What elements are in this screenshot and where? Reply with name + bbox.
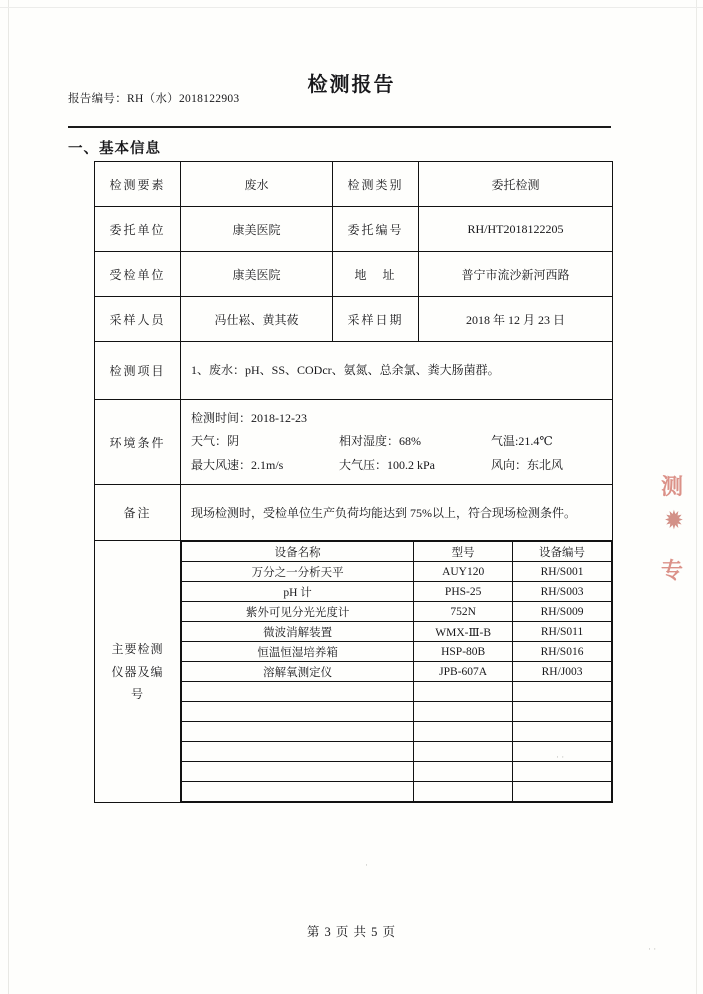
instrument-name: 微波消解装置: [182, 622, 414, 642]
table-row: [95, 162, 613, 207]
table-row: [95, 541, 613, 803]
empty-cell: [182, 762, 414, 782]
env-test-time: 检测时间：2018-12-23: [191, 411, 307, 425]
cell-value-client: 康美医院: [181, 207, 333, 252]
cell-value-category: 委托检测: [419, 162, 613, 207]
instrument-name: 溶解氧测定仪: [182, 662, 414, 682]
instrument-model: WMX-Ⅲ-B: [414, 622, 513, 642]
instrument-name: 恒温恒湿培养箱: [182, 642, 414, 662]
instruments-label-line-1: 主要检测: [111, 642, 164, 657]
empty-cell: [414, 682, 513, 702]
instrument-model: HSP-80B: [414, 642, 513, 662]
scan-edge-top: [0, 7, 703, 8]
empty-cell: [414, 782, 513, 802]
environment-line-3: [191, 454, 602, 477]
scan-edge-left: [8, 0, 9, 994]
cell-label-category: 检测类别: [333, 162, 419, 207]
cell-value-inspected-unit: 康美医院: [181, 252, 333, 297]
cell-value-sampling-date: 2018 年 12 月 23 日: [419, 297, 613, 342]
page-footer: 第 3 页 共 5 页: [306, 925, 397, 939]
empty-cell: [414, 722, 513, 742]
empty-cell: [513, 702, 612, 722]
env-weather: 天气：阴: [191, 434, 240, 449]
instruments-header-name: 设备名称: [182, 542, 414, 562]
section-title-basic-info: 一、基本信息: [68, 141, 161, 157]
instrument-model: AUY120: [414, 562, 513, 582]
instrument-no: RH/S016: [513, 642, 612, 662]
cell-value-address: 普宁市流沙新河西路: [419, 252, 613, 297]
cell-value-test-items: 1、废水：pH、SS、CODcr、氨氮、总余氯、粪大肠菌群。: [181, 342, 613, 400]
env-temperature: 气温:21.4℃: [491, 434, 553, 449]
cell-value-client-no: RH/HT2018122205: [419, 207, 613, 252]
cell-value-remark: 现场检测时，受检单位生产负荷均能达到 75%以上，符合现场检测条件。: [181, 485, 613, 541]
instrument-no: RH/S009: [513, 602, 612, 622]
table-row: [95, 485, 613, 541]
table-row: [95, 297, 613, 342]
table-row: [182, 562, 612, 582]
instruments-table: [181, 541, 612, 802]
env-max-wind-speed: 最大风速：2.1m/s: [191, 457, 284, 472]
cell-label-instruments: [95, 541, 181, 803]
cell-label-environment: 环境条件: [95, 400, 181, 485]
instrument-model: 752N: [414, 602, 513, 622]
cell-label-remark: 备注: [95, 485, 181, 541]
stamp-char-bottom: 专: [661, 558, 684, 583]
cell-value-environment: [181, 400, 613, 485]
table-row-empty: [182, 702, 612, 722]
table-row: [95, 400, 613, 485]
instruments-header-row: [182, 542, 612, 562]
instruments-header-model: 型号: [414, 542, 513, 562]
cell-label-inspected-unit: 受检单位: [95, 252, 181, 297]
table-row-empty: [182, 782, 612, 802]
instruments-label-line-2: 仪器及编: [111, 664, 164, 679]
cell-label-test-items: 检测项目: [95, 342, 181, 400]
empty-cell: [182, 722, 414, 742]
instruments-header-no: 设备编号: [513, 542, 612, 562]
empty-cell: [182, 682, 414, 702]
table-row-empty: [182, 682, 612, 702]
scan-artifact-2: · ·: [556, 752, 565, 762]
instrument-model: PHS-25: [414, 582, 513, 602]
instrument-no: RH/S001: [513, 562, 612, 582]
empty-cell: [513, 682, 612, 702]
empty-cell: [414, 762, 513, 782]
instrument-name: 紫外可见分光光度计: [182, 602, 414, 622]
cell-value-element: 废水: [181, 162, 333, 207]
table-row: [95, 252, 613, 297]
environment-line-2: [191, 430, 602, 453]
env-wind-direction: 风向：东北风: [491, 457, 564, 472]
instrument-no: RH/J003: [513, 662, 612, 682]
table-row-empty: [182, 722, 612, 742]
empty-cell: [182, 742, 414, 762]
table-row-empty: [182, 742, 612, 762]
table-row: [182, 602, 612, 622]
cell-label-sampling-date: 采样日期: [333, 297, 419, 342]
instruments-label-line-3: 号: [130, 686, 144, 701]
env-blank-1: [339, 407, 491, 430]
instrument-model: JPB-607A: [414, 662, 513, 682]
env-air-pressure: 大气压：100.2 kPa: [339, 457, 436, 472]
scan-artifact-3: · ·: [648, 944, 657, 954]
env-humidity: 相对湿度：68%: [339, 434, 421, 449]
instrument-name: 万分之一分析天平: [182, 562, 414, 582]
cell-label-client: 委托单位: [95, 207, 181, 252]
scan-artifact-1: ·: [365, 860, 368, 870]
empty-cell: [182, 782, 414, 802]
empty-cell: [414, 742, 513, 762]
stamp-char-top: 测: [661, 474, 684, 499]
table-row: [182, 662, 612, 682]
table-row: [182, 622, 612, 642]
environment-line-1: [191, 407, 602, 430]
cell-label-address: 地 址: [333, 252, 419, 297]
empty-cell: [513, 782, 612, 802]
scan-edge-right: [696, 0, 697, 994]
basic-info-table: [94, 161, 613, 803]
cell-value-instruments: [181, 541, 613, 803]
instrument-no: RH/S011: [513, 622, 612, 642]
cell-label-samplers: 采样人员: [95, 297, 181, 342]
table-row-empty: [182, 762, 612, 782]
table-row: [95, 342, 613, 400]
stamp-emblem-icon: ✹: [664, 506, 684, 535]
cell-label-client-no: 委托编号: [333, 207, 419, 252]
empty-cell: [414, 702, 513, 722]
cell-value-samplers: 冯仕崧、黄其莜: [181, 297, 333, 342]
empty-cell: [513, 722, 612, 742]
table-row: [182, 582, 612, 602]
cell-label-element: 检测要素: [95, 162, 181, 207]
instrument-no: RH/S003: [513, 582, 612, 602]
instrument-name: pH 计: [182, 582, 414, 602]
empty-cell: [513, 762, 612, 782]
header-divider: [68, 126, 611, 128]
report-number: 报告编号：RH（水）2018122903: [68, 93, 240, 105]
table-row: [182, 642, 612, 662]
page-title: 检测报告: [307, 74, 396, 96]
table-row: [95, 207, 613, 252]
empty-cell: [182, 702, 414, 722]
